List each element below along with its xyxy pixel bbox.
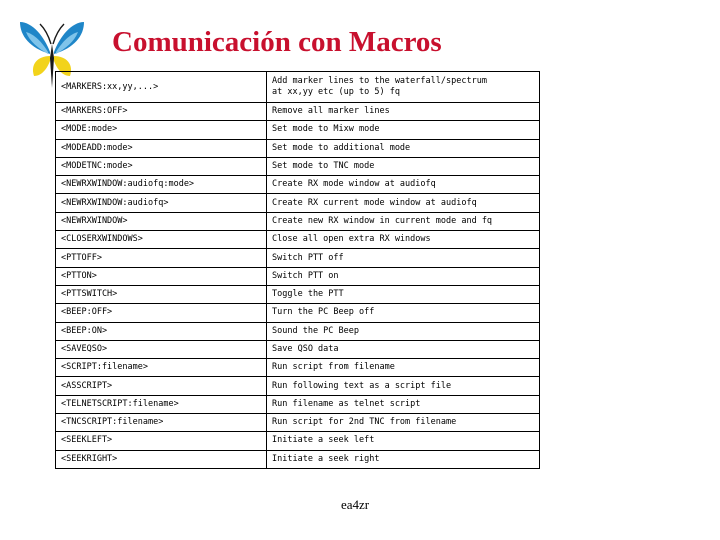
description-cell: Switch PTT on [267, 267, 540, 285]
macro-cell: <NEWRXWINDOW> [56, 212, 267, 230]
table-row [56, 103, 540, 121]
table-row [56, 432, 540, 450]
table-row [56, 121, 540, 139]
description-cell: Switch PTT off [267, 249, 540, 267]
table-row [56, 414, 540, 432]
page-title: Comunicación con Macros [112, 26, 442, 58]
macro-cell: <NEWRXWINDOW:audiofq:mode> [56, 176, 267, 194]
table-row [56, 249, 540, 267]
table-row [56, 377, 540, 395]
table-row [56, 359, 540, 377]
macro-cell: <MODETNC:mode> [56, 157, 267, 175]
description-cell: Turn the PC Beep off [267, 304, 540, 322]
description-cell: Initiate a seek left [267, 432, 540, 450]
macro-cell: <MODE:mode> [56, 121, 267, 139]
macro-cell: <SEEKLEFT> [56, 432, 267, 450]
description-cell: Add marker lines to the waterfall/spectrum at xx,yy etc (up to 5) fq [267, 72, 540, 103]
table-row [56, 340, 540, 358]
macro-cell: <SEEKRIGHT> [56, 450, 267, 468]
macro-cell: <NEWRXWINDOW:audiofq> [56, 194, 267, 212]
description-cell: Toggle the PTT [267, 285, 540, 303]
description-cell: Create new RX window in current mode and fq [267, 212, 540, 230]
macro-cell: <ASSCRIPT> [56, 377, 267, 395]
description-cell: Set mode to TNC mode [267, 157, 540, 175]
macro-cell: <SAVEQSO> [56, 340, 267, 358]
table-row [56, 139, 540, 157]
macro-cell: <PTTON> [56, 267, 267, 285]
description-cell: Remove all marker lines [267, 103, 540, 121]
description-cell: Create RX current mode window at audiofq [267, 194, 540, 212]
table-row [56, 304, 540, 322]
macro-cell: <SCRIPT:filename> [56, 359, 267, 377]
footer-author: ea4zr [341, 497, 370, 512]
macro-cell: <MODEADD:mode> [56, 139, 267, 157]
description-cell: Sound the PC Beep [267, 322, 540, 340]
table-row [56, 285, 540, 303]
description-cell: Initiate a seek right [267, 450, 540, 468]
table-row [56, 72, 540, 103]
description-cell: Set mode to Mixw mode [267, 121, 540, 139]
table-row [56, 176, 540, 194]
description-cell: Run following text as a script file [267, 377, 540, 395]
description-cell: Run script from filename [267, 359, 540, 377]
table-row [56, 231, 540, 249]
table-row [56, 157, 540, 175]
table-row [56, 212, 540, 230]
macro-cell: <MARKERS:xx,yy,...> [56, 72, 267, 103]
table-row [56, 450, 540, 468]
description-cell: Set mode to additional mode [267, 139, 540, 157]
table-row [56, 395, 540, 413]
macro-cell: <BEEP:ON> [56, 322, 267, 340]
table-row [56, 322, 540, 340]
macro-cell: <MARKERS:OFF> [56, 103, 267, 121]
description-cell: Save QSO data [267, 340, 540, 358]
macro-table [55, 71, 540, 469]
table-row [56, 194, 540, 212]
table-row [56, 267, 540, 285]
macro-cell: <TELNETSCRIPT:filename> [56, 395, 267, 413]
description-cell: Create RX mode window at audiofq [267, 176, 540, 194]
description-cell: Close all open extra RX windows [267, 231, 540, 249]
macro-cell: <CLOSERXWINDOWS> [56, 231, 267, 249]
macro-cell: <TNCSCRIPT:filename> [56, 414, 267, 432]
macro-cell: <PTTOFF> [56, 249, 267, 267]
macro-cell: <BEEP:OFF> [56, 304, 267, 322]
macro-cell: <PTTSWITCH> [56, 285, 267, 303]
description-cell: Run filename as telnet script [267, 395, 540, 413]
description-cell: Run script for 2nd TNC from filename [267, 414, 540, 432]
